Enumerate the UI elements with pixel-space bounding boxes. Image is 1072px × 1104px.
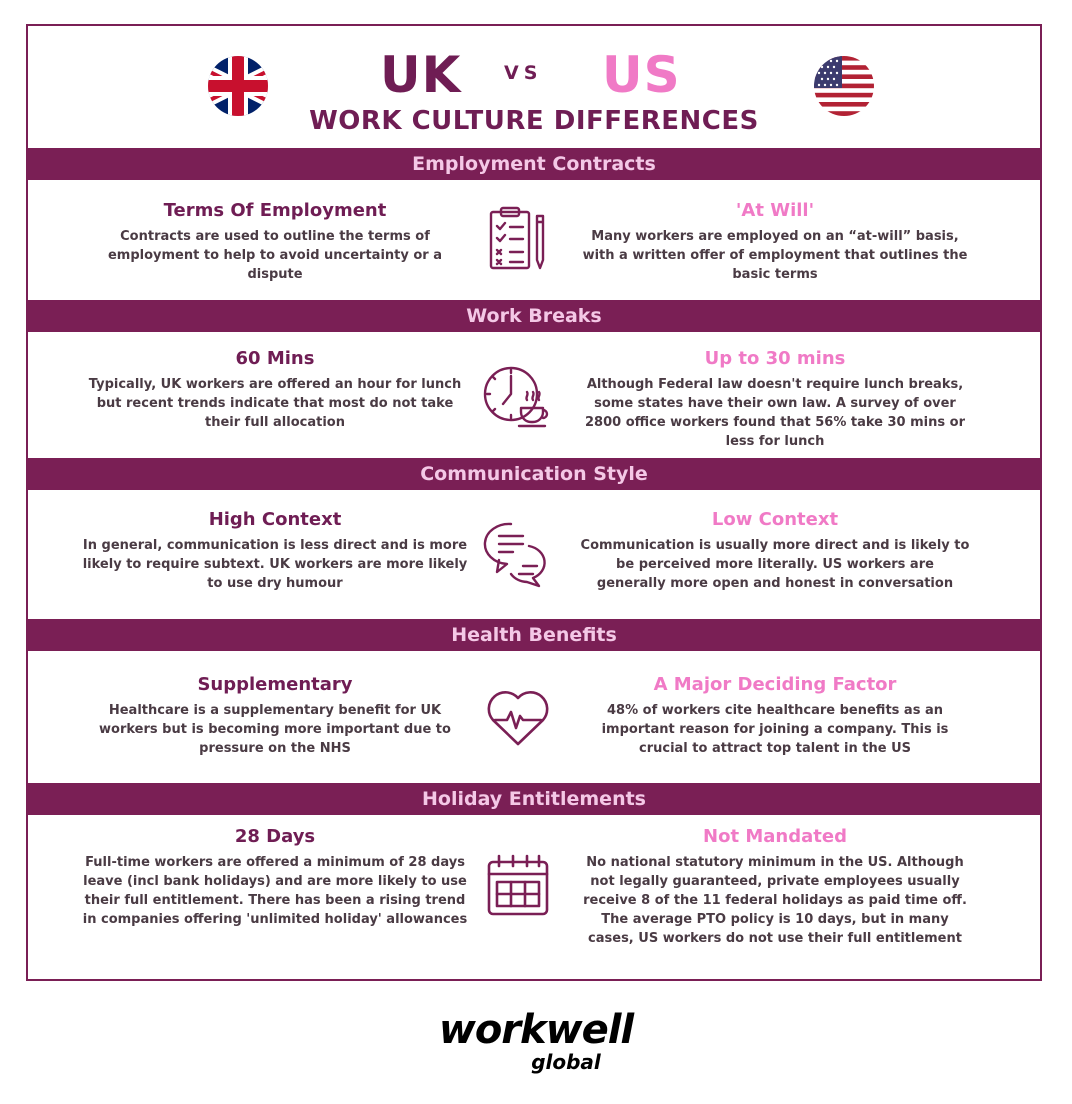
section-band-holiday-entitlements: Holiday Entitlements (28, 783, 1040, 815)
chat-bubbles-icon (483, 520, 553, 590)
us-text: 48% of workers cite healthcare benefits as an important reason for joining a company. This is crucial to attract top talent in the US (601, 703, 949, 756)
uk-text: Typically, UK workers are offered an hour for lunch but recent trends indicate that most do not take their full allocation (88, 377, 462, 430)
uk-title: UK (380, 46, 462, 104)
workwell-global-logo (0, 1008, 1072, 1072)
us-heading: A Major Deciding Factor (653, 674, 897, 695)
page-subtitle: WORK CULTURE DIFFERENCES (309, 106, 759, 136)
section-band-health-benefits: Health Benefits (28, 619, 1040, 651)
clipboard-checklist-icon (483, 204, 553, 274)
uk-heading: Supplementary (197, 674, 353, 695)
us-heading: Low Context (711, 509, 839, 530)
uk-heading: High Context (208, 509, 342, 530)
uk-holiday-entitlements (80, 826, 470, 929)
us-heading: 'At Will' (735, 200, 815, 221)
us-health-benefits (580, 674, 970, 758)
uk-work-breaks (80, 348, 470, 432)
us-text: No national statutory minimum in the US. Although not legally guaranteed, private employees usually receive 8 of the 11 federal holidays as paid time off. The average PTO policy is 10 days, but in many cases, US workers do not use their full entitlement (583, 855, 967, 946)
heart-pulse-icon (483, 682, 553, 752)
clock-coffee-icon (483, 362, 553, 432)
section-band-work-breaks: Work Breaks (28, 300, 1040, 332)
us-communication-style (580, 509, 970, 593)
uk-text: Full-time workers are offered a minimum of 28 days leave (incl bank holidays) and are more likely to use their full entitlement. There has been a rising trend in companies offering 'unlimited holiday' allowances (82, 855, 468, 927)
us-holiday-entitlements (580, 826, 970, 948)
us-work-breaks (580, 348, 970, 451)
calendar-icon (483, 852, 553, 922)
uk-heading: 28 Days (234, 826, 316, 847)
us-heading: Not Mandated (703, 826, 847, 847)
logo-subtext: global (531, 1050, 601, 1074)
uk-text: Contracts are used to outline the terms of employment to help to avoid uncertainty or a dispute (107, 229, 443, 282)
us-text: Many workers are employed on an “at-will” basis, with a written offer of employment that outlines the basic terms (582, 229, 968, 282)
us-heading: Up to 30 mins (704, 348, 846, 369)
uk-health-benefits (80, 674, 470, 758)
vs-label: VS (504, 62, 543, 84)
infographic-frame (26, 24, 1042, 981)
uk-heading: 60 Mins (235, 348, 315, 369)
us-title: US (602, 46, 681, 104)
us-employment-contracts (580, 200, 970, 284)
logo-wordmark: workwell (438, 1007, 634, 1053)
section-band-employment-contracts: Employment Contracts (28, 148, 1040, 180)
us-text: Communication is usually more direct and is likely to be perceived more literally. US workers are generally more open and honest in conversation (580, 538, 970, 591)
us-text: Although Federal law doesn't require lunch breaks, some states have their own law. A survey of over 2800 office workers found that 56% take 30 mins or less for lunch (585, 377, 965, 449)
uk-communication-style (80, 509, 470, 593)
uk-employment-contracts (80, 200, 470, 284)
header (28, 26, 1040, 148)
uk-text: Healthcare is a supplementary benefit for UK workers but is becoming more important due to pressure on the NHS (99, 703, 451, 756)
section-band-communication-style: Communication Style (28, 458, 1040, 490)
uk-text: In general, communication is less direct and is more likely to require subtext. UK workers are more likely to use dry humour (82, 538, 468, 591)
uk-heading: Terms Of Employment (163, 200, 387, 221)
